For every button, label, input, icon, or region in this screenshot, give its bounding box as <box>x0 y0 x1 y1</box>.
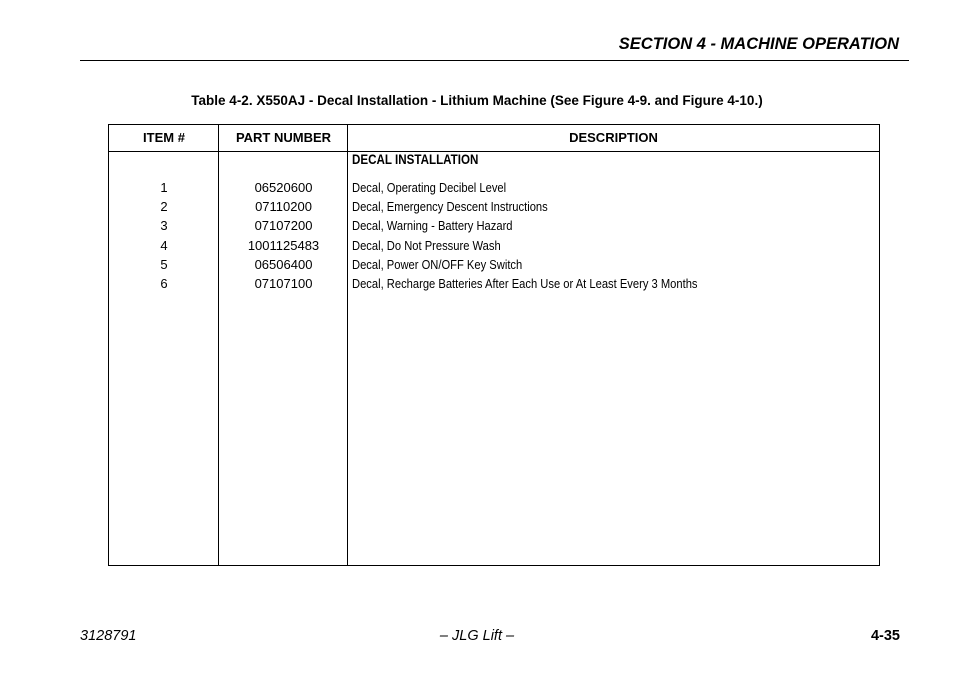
table-row <box>109 216 879 235</box>
column-header-part-number: PART NUMBER <box>235 130 332 145</box>
description: Decal, Do Not Pressure Wash <box>352 237 501 253</box>
part-number: 06520600 <box>254 180 313 195</box>
table-row <box>109 178 879 197</box>
table-row <box>109 255 879 274</box>
description: Decal, Operating Decibel Level <box>352 180 507 195</box>
item-number: 3 <box>160 218 168 234</box>
item-number: 1 <box>160 180 168 195</box>
part-number: 07107100 <box>254 275 313 291</box>
part-number: 06506400 <box>254 256 313 272</box>
part-number: 1001125483 <box>247 237 320 253</box>
page-number: 4-35 <box>870 628 900 644</box>
publisher-label: – JLG Lift – <box>439 628 515 644</box>
document-number: 3128791 <box>80 628 137 644</box>
table-row <box>109 274 879 293</box>
description: Decal, Recharge Batteries After Each Use or At Least Every 3 Months <box>352 275 698 291</box>
table-body <box>109 178 879 293</box>
item-number: 4 <box>160 237 168 253</box>
table-row <box>109 236 879 255</box>
section-heading: DECAL INSTALLATION <box>352 152 479 167</box>
item-number: 6 <box>160 275 168 291</box>
table-row <box>109 197 879 216</box>
column-header-description: DESCRIPTION <box>569 130 658 145</box>
column-header-item: ITEM # <box>143 130 185 145</box>
description: Decal, Power ON/OFF Key Switch <box>352 256 523 272</box>
description: Decal, Warning - Battery Hazard <box>352 218 513 234</box>
table-caption: Table 4-2. X550AJ - Decal Installation - Lithium Machine (See Figure 4-9. and Figure 4-10.) <box>191 93 763 108</box>
header-divider <box>80 60 909 61</box>
part-number: 07107200 <box>254 218 313 234</box>
description: Decal, Emergency Descent Instructions <box>352 199 548 215</box>
item-number: 2 <box>160 199 168 215</box>
part-number: 07110200 <box>255 199 312 215</box>
decal-table <box>108 124 880 566</box>
table-header-row <box>109 125 879 152</box>
item-number: 5 <box>160 256 168 272</box>
section-title: SECTION 4 - MACHINE OPERATION <box>618 35 899 53</box>
